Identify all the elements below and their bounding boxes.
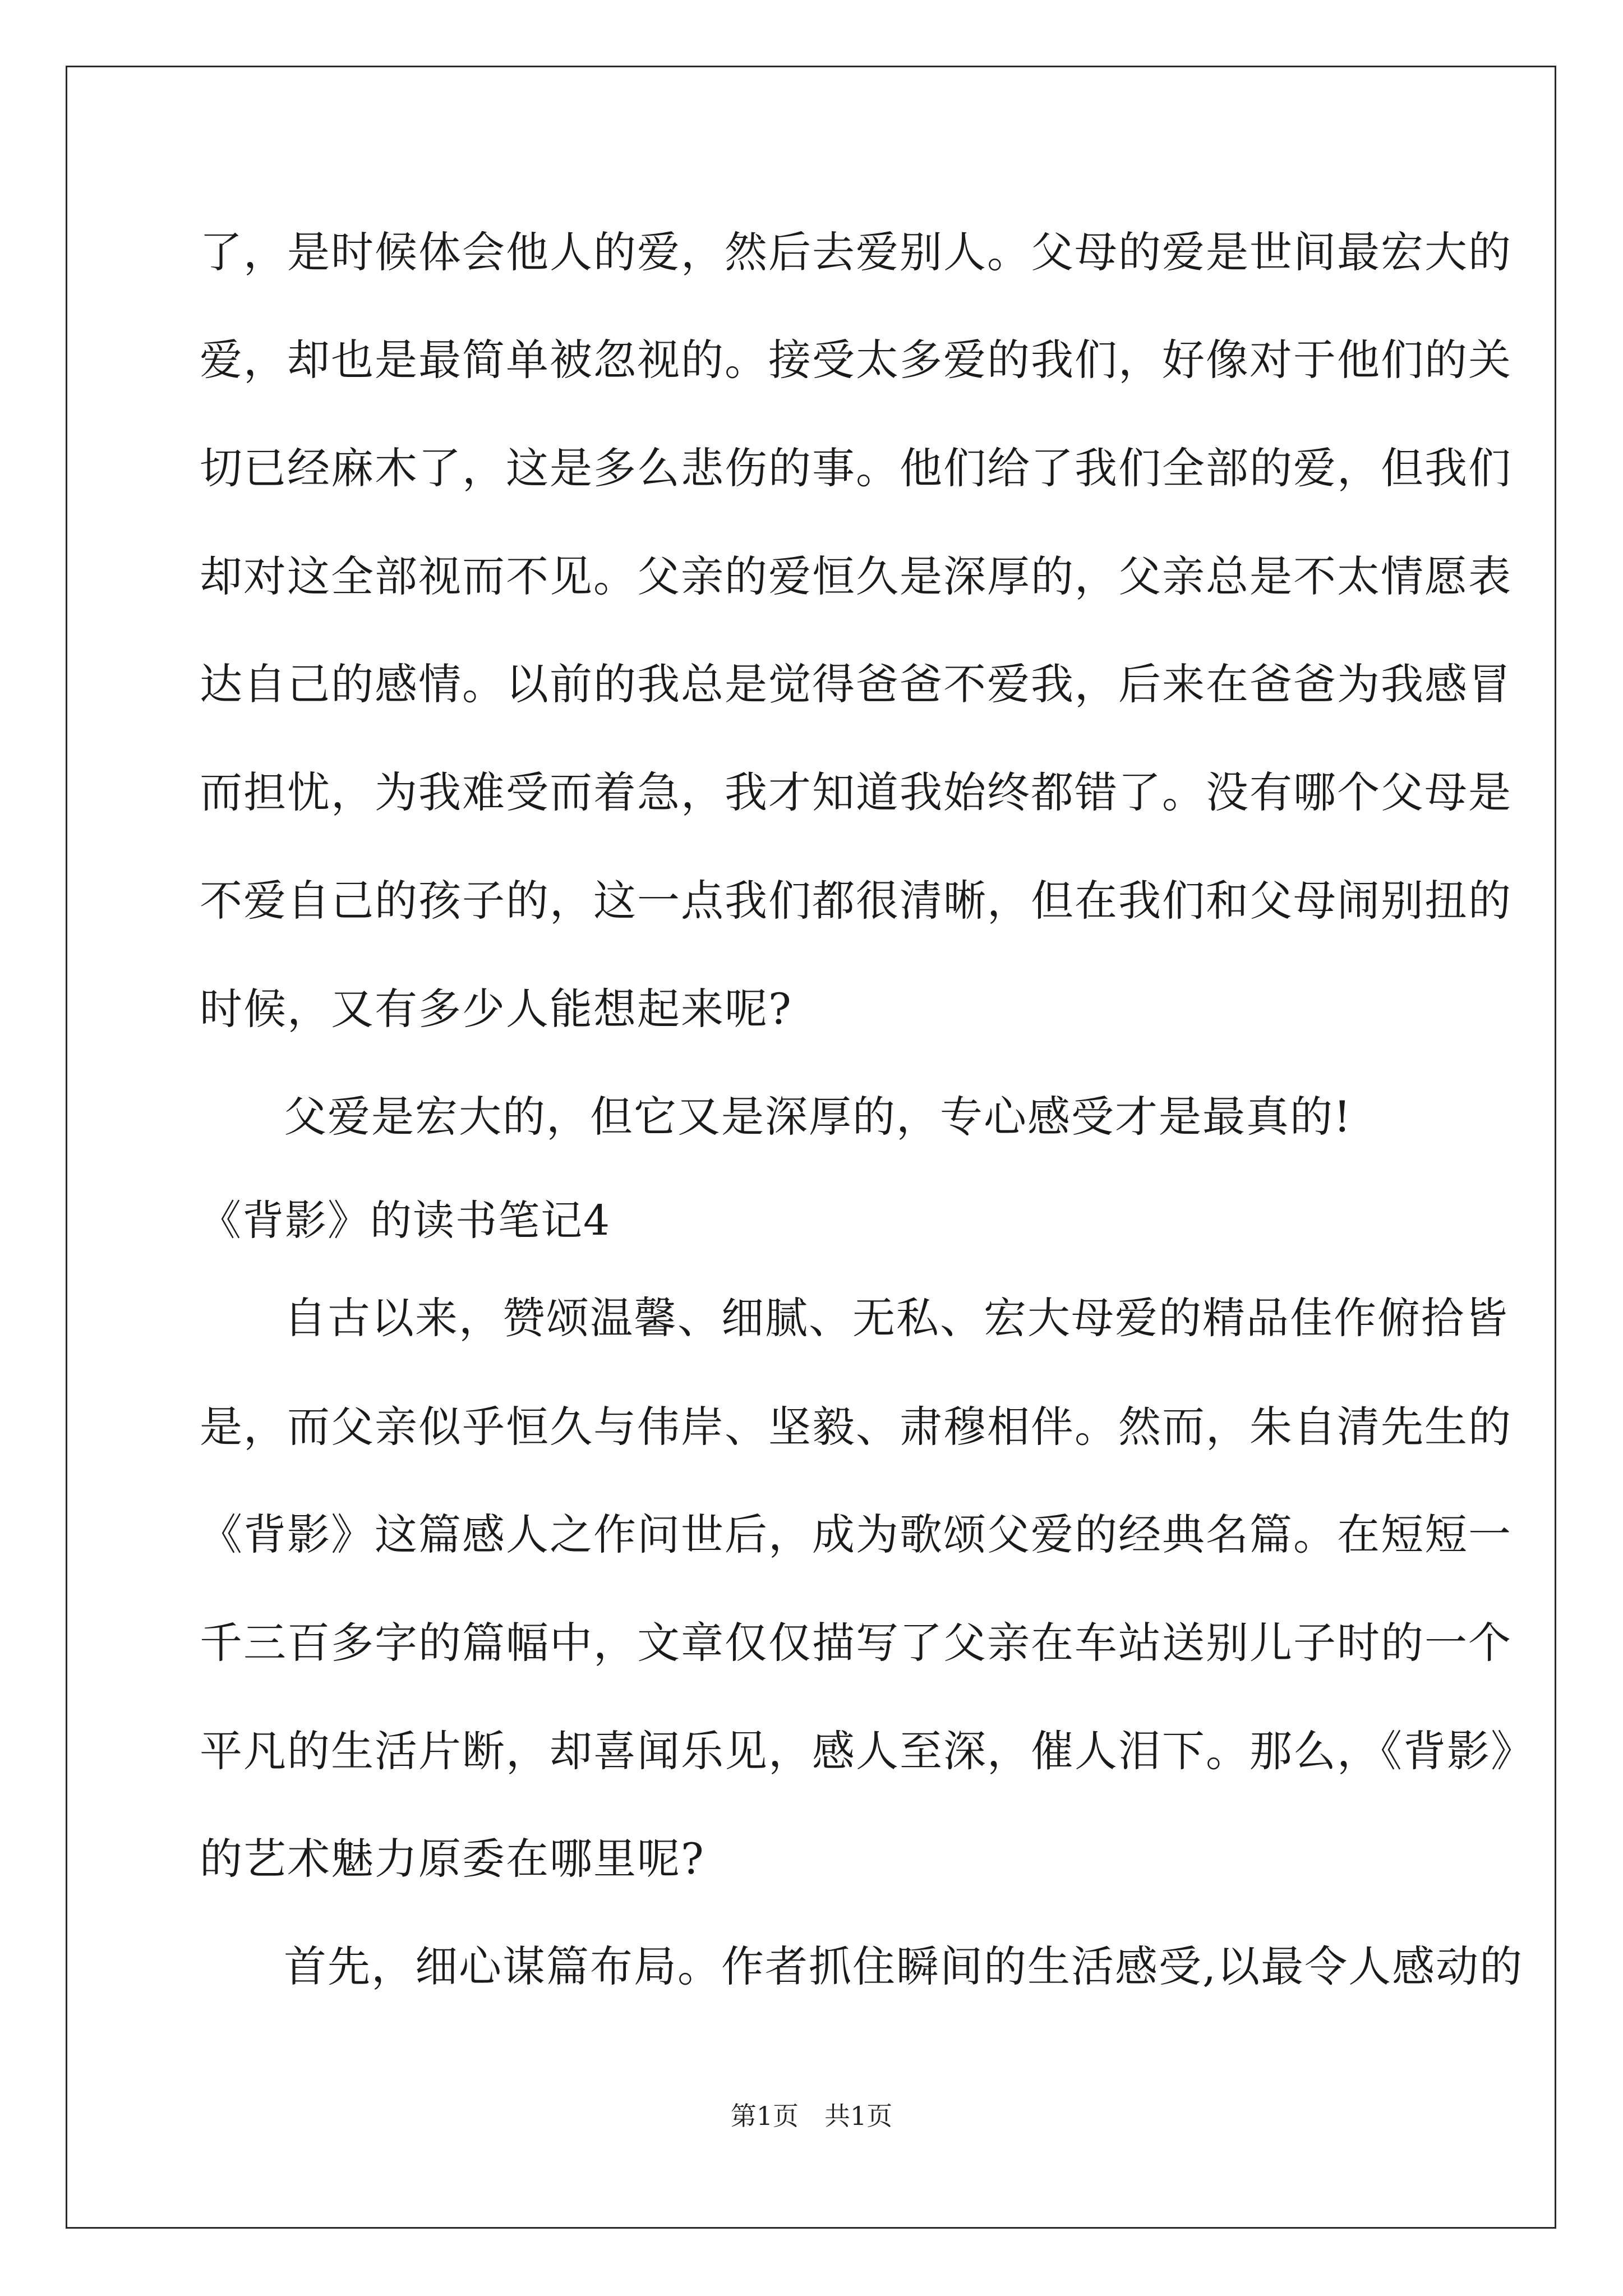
text-line: 而担忧，为我难受而着急，我才知道我始终都错了。没有哪个父母是: [200, 767, 1512, 817]
text-line: 达自己的感情。以前的我总是觉得爸爸不爱我，后来在爸爸为我感冒: [200, 659, 1512, 709]
text-line: 切已经麻木了，这是多么悲伤的事。他们给了我们全部的爱，但我们: [200, 443, 1512, 493]
text-line: 的艺术魅力原委在哪里呢?: [200, 1834, 705, 1884]
text-line: 爱，却也是最简单被忽视的。接受太多爱的我们，好像对于他们的关: [200, 335, 1512, 385]
page-border: [66, 66, 1556, 2229]
text-line: 是，而父亲似乎恒久与伟岸、坚毅、肃穆相伴。然而，朱自清先生的: [200, 1402, 1512, 1452]
text-line: 平凡的生活片断，却喜闻乐见，感人至深，催人泪下。那么，《背影》: [200, 1726, 1534, 1776]
text-line: 千三百多字的篇幅中，文章仅仅描写了父亲在车站送别儿子时的一个: [200, 1618, 1512, 1668]
section-heading: 《背影》的读书笔记4: [200, 1197, 611, 1245]
text-line: 《背影》这篇感人之作问世后，成为歌颂父爱的经典名篇。在短短一: [200, 1510, 1512, 1559]
text-line: 时候，又有多少人能想起来呢?: [200, 984, 792, 1034]
paragraph-line: 自古以来，赞颂温馨、细腻、无私、宏大母爱的精品佳作俯拾皆: [284, 1293, 1509, 1343]
paragraph-line: 首先，细心谋篇布局。作者抓住瞬间的生活感受,以最令人感动的: [284, 1941, 1524, 1991]
page-footer: 第1页 共1页: [730, 2101, 893, 2131]
paragraph-line: 父爱是宏大的，但它又是深厚的，专心感受才是最真的!: [284, 1092, 1352, 1142]
text-line: 不爱自己的孩子的，这一点我们都很清晰，但在我们和父母闹别扭的: [200, 876, 1512, 926]
text-line: 却对这全部视而不见。父亲的爱恒久是深厚的，父亲总是不太情愿表: [200, 551, 1512, 601]
text-line: 了，是时候体会他人的爱，然后去爱别人。父母的爱是世间最宏大的: [200, 227, 1512, 277]
